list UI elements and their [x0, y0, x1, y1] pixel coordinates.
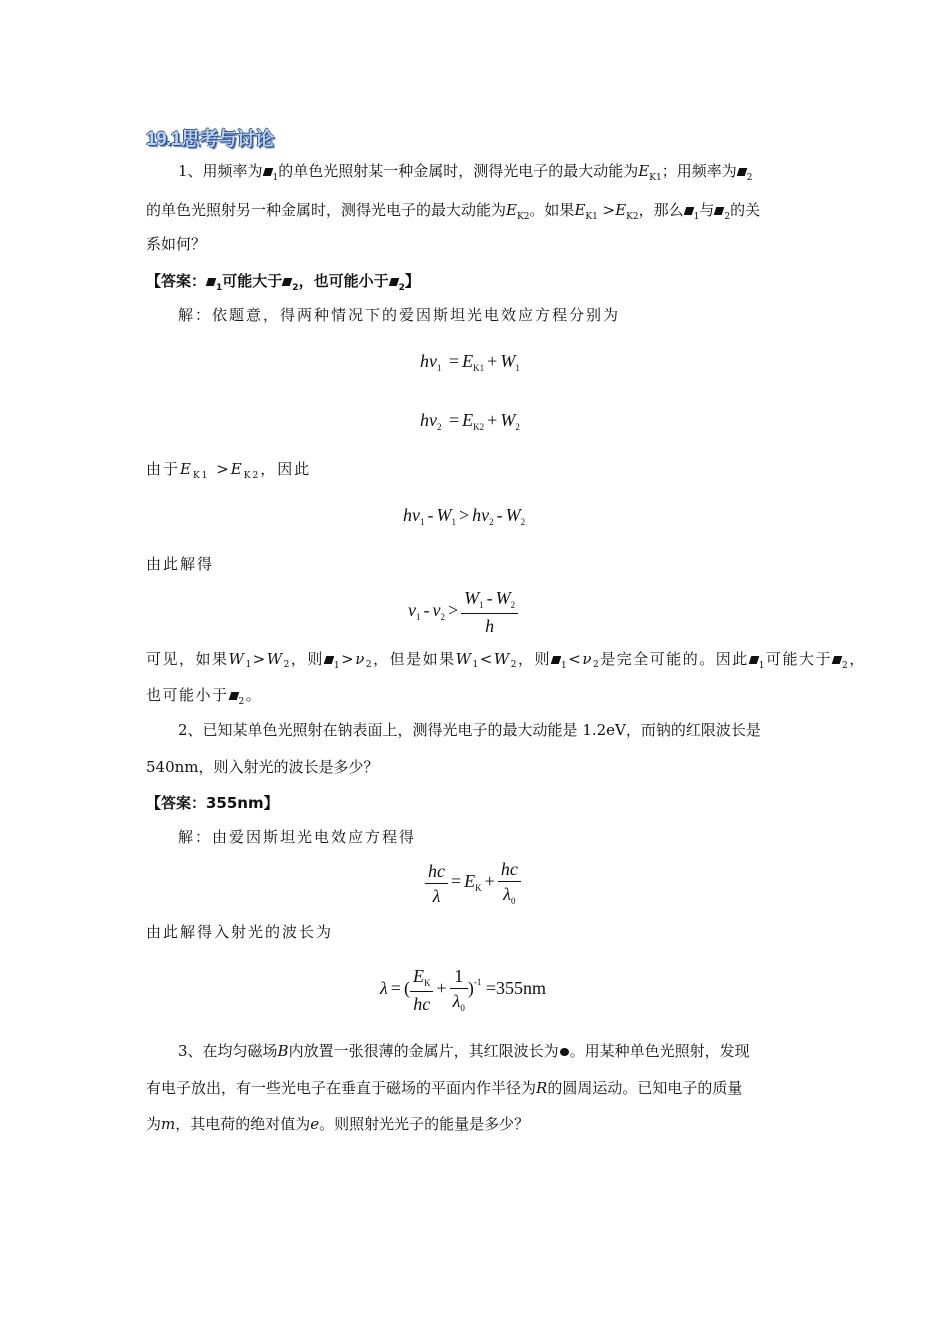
nu-symbol-icon [282, 278, 293, 286]
nu-symbol-icon [748, 656, 759, 664]
q3-line2: 有电子放出，有一些光电子在垂直于磁场的平面内作半径为R的圆周运动。已知电子的质量 [146, 1079, 743, 1097]
fraction: $\frac{hc}{\lambda}$ [425, 860, 448, 907]
nu-symbol-icon [262, 168, 273, 176]
fraction: $\frac{W_1 - W_2}{h}$ [461, 587, 518, 637]
equation-5: $\frac{hc}{\lambda}$ = $E_K$ + $\frac{hc}{\lambda_0}$ [425, 858, 521, 908]
q3-line3: 为m，其电荷的绝对值为e。则照射光光子的能量是多少？ [146, 1115, 530, 1133]
nu-symbol-icon [683, 207, 694, 215]
equation-2: $h\nu_2 = E_{K2} + W_2$ [420, 410, 520, 432]
q1-line3: 系如何？ [146, 235, 207, 253]
q2-answer: 【答案：355nm】 [146, 794, 279, 812]
fraction: $\frac{E_K}{hc}$ [410, 965, 434, 1015]
equation-4: $\nu_1 - \nu_2$ > $\frac{W_1 - W_2}{h}$ [408, 587, 518, 637]
q3-line1: 3、在均匀磁场B内放置一张很薄的金属片，其红限波长为 。用某种单色光照射，发现 [178, 1042, 750, 1060]
q1-derive: 由此解得 [146, 555, 215, 573]
q1-since: 由于$E_{K1} >E_{K2}$，因此 [146, 460, 312, 481]
nu-symbol-icon [228, 692, 239, 700]
fraction: $\frac{1}{\lambda_0}$ [450, 965, 468, 1015]
nu-symbol-icon [206, 278, 217, 286]
q2-derive: 由此解得入射光的波长为 [146, 923, 334, 941]
q1-line1: 1、用频率为 $_1$的单色光照射某一种金属时，测得光电子的最大动能为$E_{K1}$；用频率为 $_2$ [178, 162, 753, 183]
equation-6: λ = ( $\frac{E_K}{hc}$ + $\frac{1}{\lambda_0}$ )$^{-1}$ =355nm [380, 966, 547, 1014]
q1-text: 1、用频率为 [178, 162, 263, 180]
nu-symbol-icon [832, 656, 843, 664]
equation-3: $h\nu_1 - W_1 > h\nu_2 - W_2$ [403, 505, 526, 527]
q2-line2: 540nm，则入射光的波长是多少？ [146, 758, 379, 776]
q1-answer: 【答案： $_1$可能大于 $_2$，也可能小于 $_2$】 [146, 272, 420, 293]
equation-1: $h\nu_1 = E_{K1} + W_1$ [420, 351, 520, 373]
nu-symbol-icon [388, 278, 399, 286]
q1-conclusion-2: 也可能小于 $_2$。 [146, 686, 263, 707]
q1-line2: 的单色光照射另一种金属时，测得光电子的最大动能为$E_{K2}$。如果$E_{K1} >E_{K2}$，那么 $_1$与 $_2$的关 [146, 201, 761, 222]
nu-symbol-icon [324, 656, 335, 664]
q1-solution-intro: 解：依题意，得两种情况下的爱因斯坦光电效应方程分别为 [178, 306, 621, 324]
q2-solution-intro: 解：由爱因斯坦光电效应方程得 [178, 828, 417, 846]
fraction: $\frac{hc}{\lambda_0}$ [498, 858, 521, 908]
q2-line1: 2、已知某单色光照射在钠表面上，测得光电子的最大动能是 1.2eV，而钠的红限波长是 [178, 721, 761, 739]
lambda0-symbol-icon [560, 1048, 569, 1056]
q1-conclusion-1: 可见，如果$W_1>W_2$，则 $_1>\nu_2$，但是如果$W_1<W_2$，则 $_1<\nu_2$是完全可能的。因此 $_1$可能大于 $_2$， [146, 650, 866, 671]
nu-symbol-icon [551, 656, 562, 664]
section-title: 19.1思考与讨论 [146, 129, 274, 150]
nu-symbol-icon [736, 168, 747, 176]
